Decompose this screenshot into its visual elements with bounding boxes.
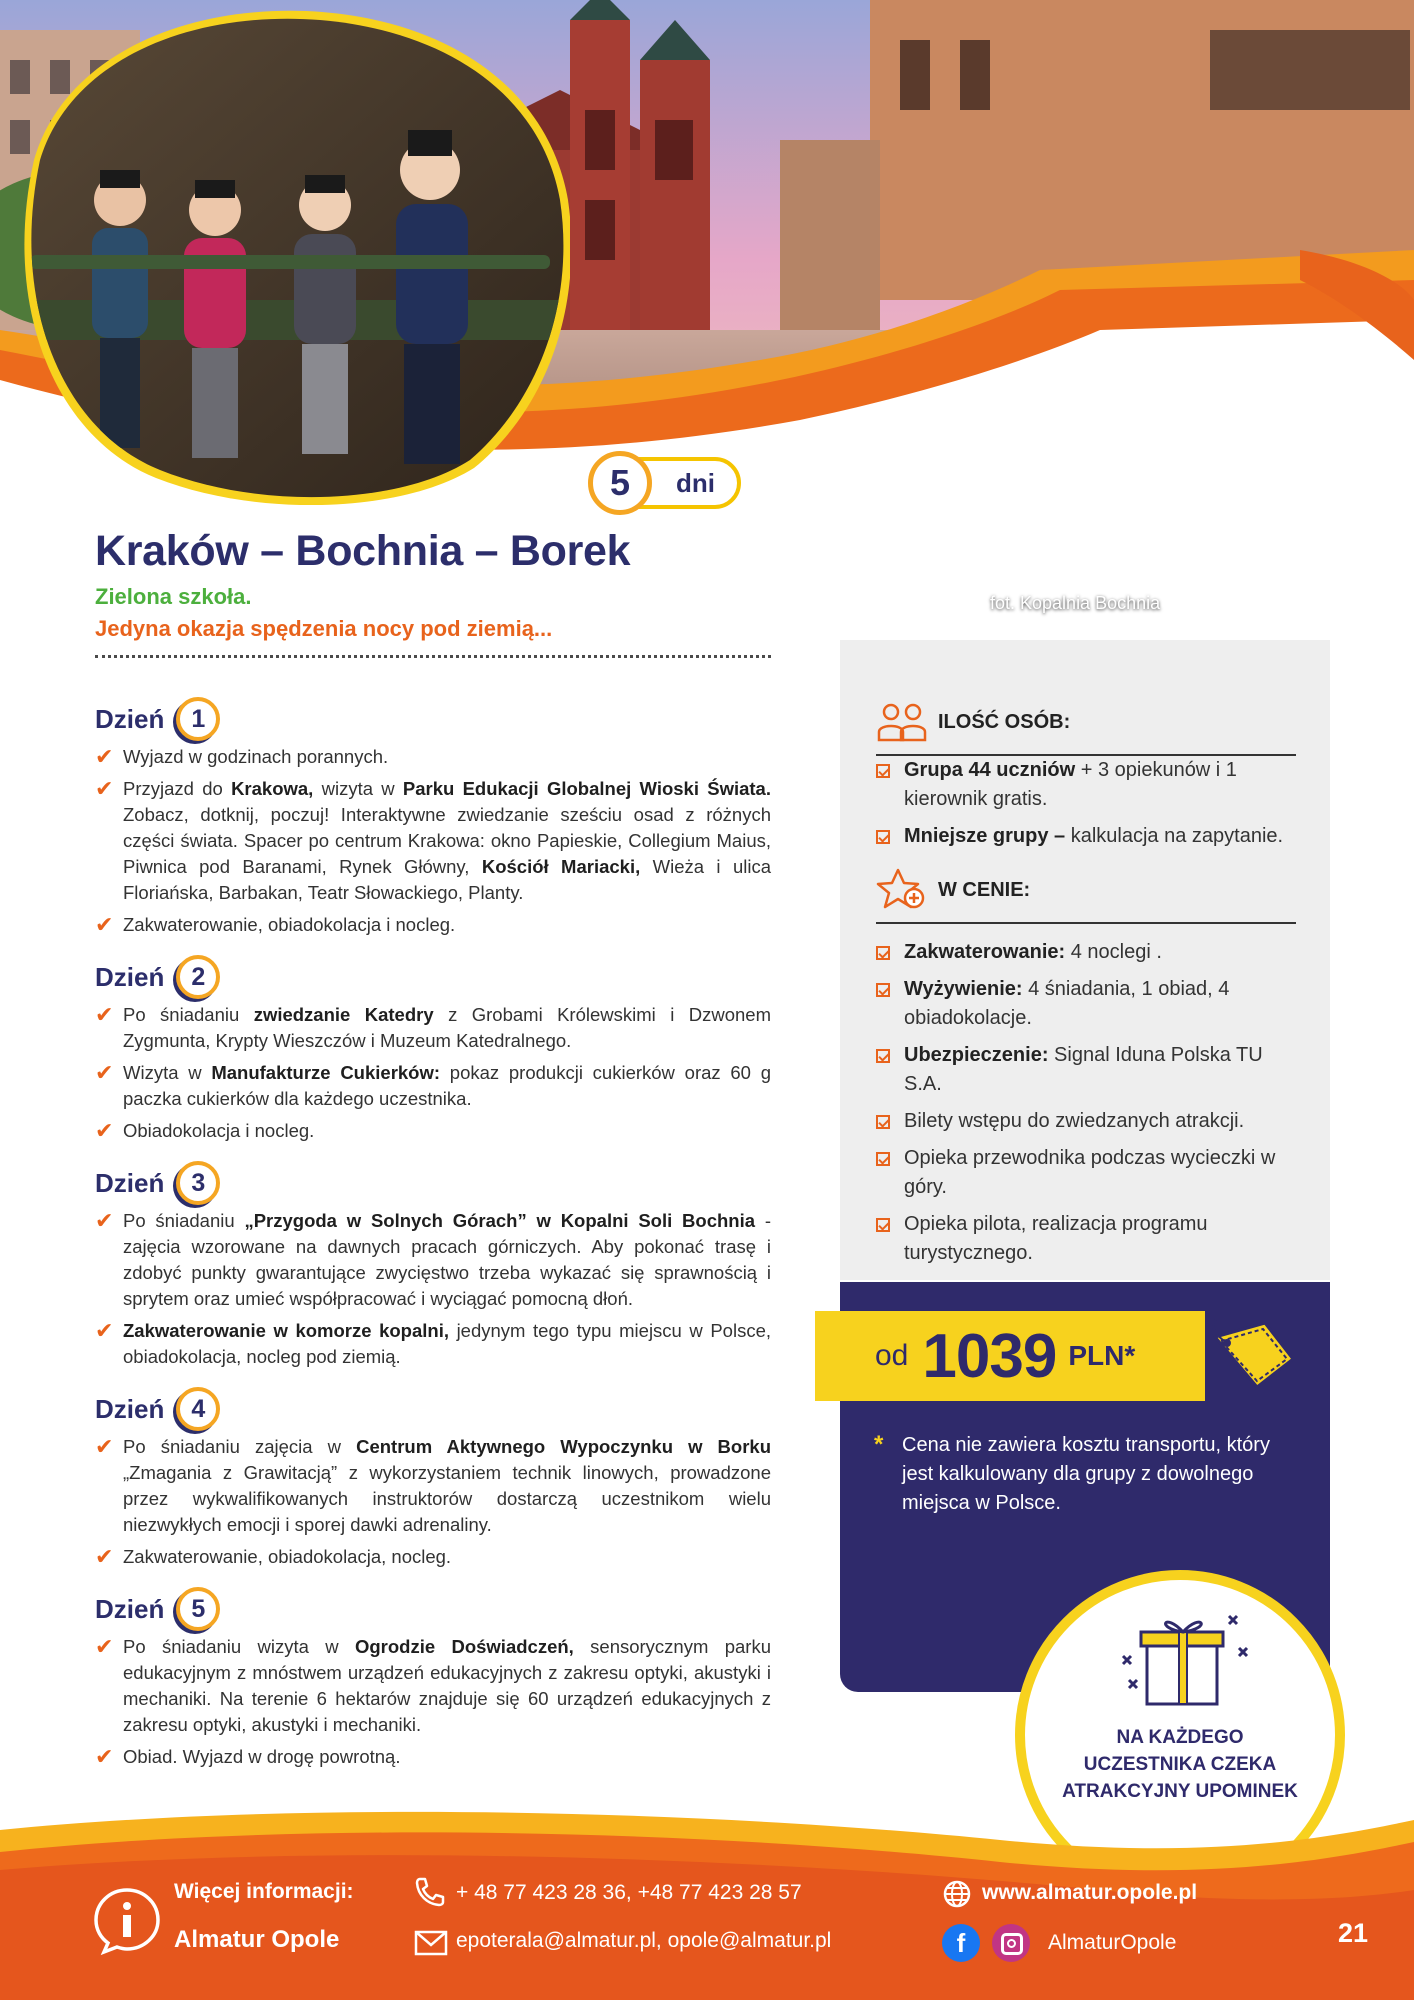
panel-list-text: Zakwaterowanie: 4 noclegi . [904, 941, 1162, 963]
panel-list-item [876, 938, 1296, 967]
itinerary [95, 694, 771, 1784]
price-currency: PLN* [1068, 1340, 1136, 1371]
subtitle-green: Zielona szkoła. [95, 584, 252, 609]
activity-text: Po śniadaniu wizyta w Ogrodzie Doświadczeń, sensorycznym parku edukacyjnym z mnóstwem urządzeń edukacyjnych z zakresu optyki, akustyki i mechaniki. Na terenie 6 hektarów znajduje się 60 urządzeń edukacyjnych z zakresu optyki, akustyki i mechaniki. [123, 1636, 771, 1735]
day-heading [95, 1384, 771, 1434]
panel-list-item [876, 822, 1296, 851]
activity-text: Zakwaterowanie, obiadokolacja, nocleg. [123, 1546, 452, 1567]
panel-list-text: Wyżywienie: 4 śniadania, 1 obiad, 4 obiadokolacje. [904, 978, 1230, 1029]
more-info-label: Więcej informacji: [174, 1880, 354, 1903]
activity-text: Wyjazd w godzinach porannych. [123, 746, 389, 767]
activity-text: Wizyta w Manufakturze Cukierków: pokaz produkcji cukierków oraz 60 g paczka cukierków dla każdego uczestnika. [123, 1062, 771, 1109]
price-note [874, 1431, 1274, 1518]
day-activities [95, 1434, 771, 1570]
activity-item [95, 1208, 771, 1312]
instagram-icon[interactable] [992, 1924, 1030, 1962]
checkbox-icon [876, 764, 890, 778]
day-section-3 [95, 1158, 771, 1370]
day-label: Dzień [95, 1393, 165, 1424]
checkmark-icon: ✔ [95, 1318, 114, 1343]
activity-item [95, 1544, 771, 1570]
photo-caption: fot. Kopalnia Bochnia [990, 593, 1161, 613]
checkbox-icon [876, 983, 890, 997]
day-number: 5 [176, 1587, 220, 1631]
organization-name: Almatur Opole [174, 1926, 340, 1953]
info-icon [92, 1886, 162, 1956]
activity-text: Po śniadaniu zajęcia w Centrum Aktywnego Wypoczynku w Borku „Zmagania z Grawitacją” z wykorzystaniem technik linowych, prowadzone przez wykwalifikowanych instruktorów dostarczą uczestnikom wielu niezwykłych emocji i sporej dawki adrenaliny. [123, 1436, 771, 1535]
activity-item [95, 1318, 771, 1370]
price-prefix: od [875, 1339, 909, 1372]
activity-text: Obiad. Wyjazd w drogę powrotną. [123, 1746, 401, 1767]
price-includes-list [876, 938, 1296, 1276]
day-number: 2 [176, 955, 220, 999]
day-heading [95, 694, 771, 744]
checkmark-icon: ✔ [95, 1744, 114, 1769]
day-heading [95, 1584, 771, 1634]
day-activities [95, 1208, 771, 1370]
page-number: 21 [1338, 1918, 1369, 1948]
day-section-1 [95, 694, 771, 938]
day-section-4 [95, 1384, 771, 1570]
activity-text: Obiadokolacja i nocleg. [123, 1120, 315, 1141]
star-plus-icon [876, 868, 928, 912]
activity-text: Po śniadaniu zwiedzanie Katedry z Grobami Królewskimi i Dzwonem Zygmunta, Krypty Wieszczów i Muzeum Katedralnego. [123, 1004, 771, 1051]
activity-item [95, 776, 771, 906]
price-note-text: Cena nie zawiera kosztu transportu, który jest kalkulowany dla grupy z dowolnego miejsca w Polsce. [902, 1434, 1270, 1514]
day-label: Dzień [95, 1593, 165, 1624]
checkbox-icon [876, 1152, 890, 1166]
checkmark-icon: ✔ [95, 1634, 114, 1659]
activity-item [95, 1118, 771, 1144]
day-activities [95, 1634, 771, 1770]
day-activities [95, 1002, 771, 1144]
day-label: Dzień [95, 1167, 165, 1198]
people-icon [876, 700, 928, 744]
panel-list-text: Opieka pilota, realizacja programu turystycznego. [904, 1213, 1208, 1264]
persons-list [876, 756, 1296, 859]
day-label: Dzień [95, 961, 165, 992]
panel-list-item [876, 1144, 1296, 1202]
persons-heading [876, 700, 1296, 756]
price-tag-icon [1205, 1315, 1300, 1395]
activity-item [95, 1434, 771, 1538]
price-includes-heading-text: W CENIE: [938, 878, 1031, 901]
activity-text: Zakwaterowanie, obiadokolacja i nocleg. [123, 914, 456, 935]
day-section-2 [95, 952, 771, 1144]
activity-item [95, 1634, 771, 1738]
checkmark-icon: ✔ [95, 744, 114, 769]
activity-text: Zakwaterowanie w komorze kopalni, jedynym tego typu miejscu w Polsce, obiadokolacja, nocleg pod ziemią. [123, 1320, 772, 1367]
dotted-divider [95, 655, 771, 658]
panel-list-item [876, 1210, 1296, 1268]
panel-list-item [876, 1041, 1296, 1099]
activity-text: Po śniadaniu „Przygoda w Solnych Górach” w Kopalni Soli Bochnia - zajęcia wzorowane na dawnych pracach górniczych. Aby pokonać trasę i zdobyć punkty gwarantujące zwycięstwo trzeba wykazać się sprawnością i sprytem oraz umieć współpracować i wyciągać pomocną dłoń. [123, 1210, 771, 1309]
persons-heading-text: ILOŚĆ OSÓB: [938, 710, 1071, 733]
checkbox-icon [876, 946, 890, 960]
page-title: Kraków – Bochnia – Borek [95, 527, 631, 575]
activity-text: Przyjazd do Krakowa, wizyta w Parku Edukacji Globalnej Wioski Świata. Zobacz, dotknij, poczuj! Interaktywne zwiedzanie sześciu osad z różnych części świata. Spacer po centrum Krakowa: okno Papieskie, Collegium Maius, Piwnica pod Baranami, Rynek Główny, Kościół Mariacki, Wieża i ulica Floriańska, Barbakan, Teatr Słowackiego, Planty. [123, 778, 771, 903]
asterisk-icon: * [874, 1431, 884, 1458]
price-value: 1039 [922, 1321, 1057, 1391]
day-number: 1 [176, 697, 220, 741]
activity-item [95, 1060, 771, 1112]
phone-numbers[interactable]: + 48 77 423 28 36, +48 77 423 28 57 [456, 1881, 802, 1904]
checkmark-icon: ✔ [95, 1118, 114, 1143]
activity-item [95, 1002, 771, 1054]
checkbox-icon [876, 1115, 890, 1129]
checkbox-icon [876, 1049, 890, 1063]
checkbox-icon [876, 830, 890, 844]
panel-list-item [876, 756, 1296, 814]
checkmark-icon: ✔ [95, 1544, 114, 1569]
panel-list-item [876, 975, 1296, 1033]
activity-item [95, 744, 771, 770]
price-tag [815, 1311, 1205, 1401]
checkmark-icon: ✔ [95, 912, 114, 937]
social-handle[interactable]: AlmaturOpole [1048, 1931, 1177, 1954]
panel-list-text: Bilety wstępu do zwiedzanych atrakcji. [904, 1110, 1245, 1132]
activity-item [95, 912, 771, 938]
gift-icon [1105, 1604, 1255, 1714]
day-heading [95, 952, 771, 1002]
day-number: 3 [176, 1161, 220, 1205]
price-includes-heading [876, 868, 1296, 924]
panel-list-text: Mniejsze grupy – kalkulacja na zapytanie. [904, 825, 1284, 847]
gift-text: NA KAŻDEGO UCZESTNIKA CZEKA ATRAKCYJNY UPOMINEK [1062, 1727, 1298, 1802]
mail-icon [414, 1930, 448, 1956]
checkmark-icon: ✔ [95, 1434, 114, 1459]
panel-list-text: Grupa 44 uczniów + 3 opiekunów i 1 kierownik gratis. [904, 759, 1237, 810]
checkmark-icon: ✔ [95, 1002, 114, 1027]
duration-label: dni [630, 457, 741, 509]
day-section-5 [95, 1584, 771, 1770]
email-addresses[interactable]: epoterala@almatur.pl, opole@almatur.pl [456, 1929, 832, 1952]
day-number: 4 [176, 1387, 220, 1431]
activity-item [95, 1744, 771, 1770]
day-activities [95, 744, 771, 938]
hero-banner [0, 0, 1414, 520]
phone-icon [414, 1876, 446, 1908]
checkmark-icon: ✔ [95, 776, 114, 801]
subtitle-orange: Jedyna okazja spędzenia nocy pod ziemią... [95, 616, 553, 641]
panel-list-text: Opieka przewodnika podczas wycieczki w góry. [904, 1147, 1276, 1198]
kopalnia-bochnia-photo [0, 0, 570, 505]
checkmark-icon: ✔ [95, 1208, 114, 1233]
duration-number: 5 [588, 451, 652, 515]
duration-badge [588, 452, 741, 514]
facebook-icon[interactable]: f [942, 1924, 980, 1962]
website-link[interactable]: www.almatur.opole.pl [982, 1881, 1198, 1904]
checkbox-icon [876, 1218, 890, 1232]
checkmark-icon: ✔ [95, 1060, 114, 1085]
day-label: Dzień [95, 703, 165, 734]
panel-list-text: Ubezpieczenie: Signal Iduna Polska TU S.A. [904, 1044, 1263, 1095]
day-heading [95, 1158, 771, 1208]
globe-icon [942, 1879, 972, 1909]
panel-list-item [876, 1107, 1296, 1136]
